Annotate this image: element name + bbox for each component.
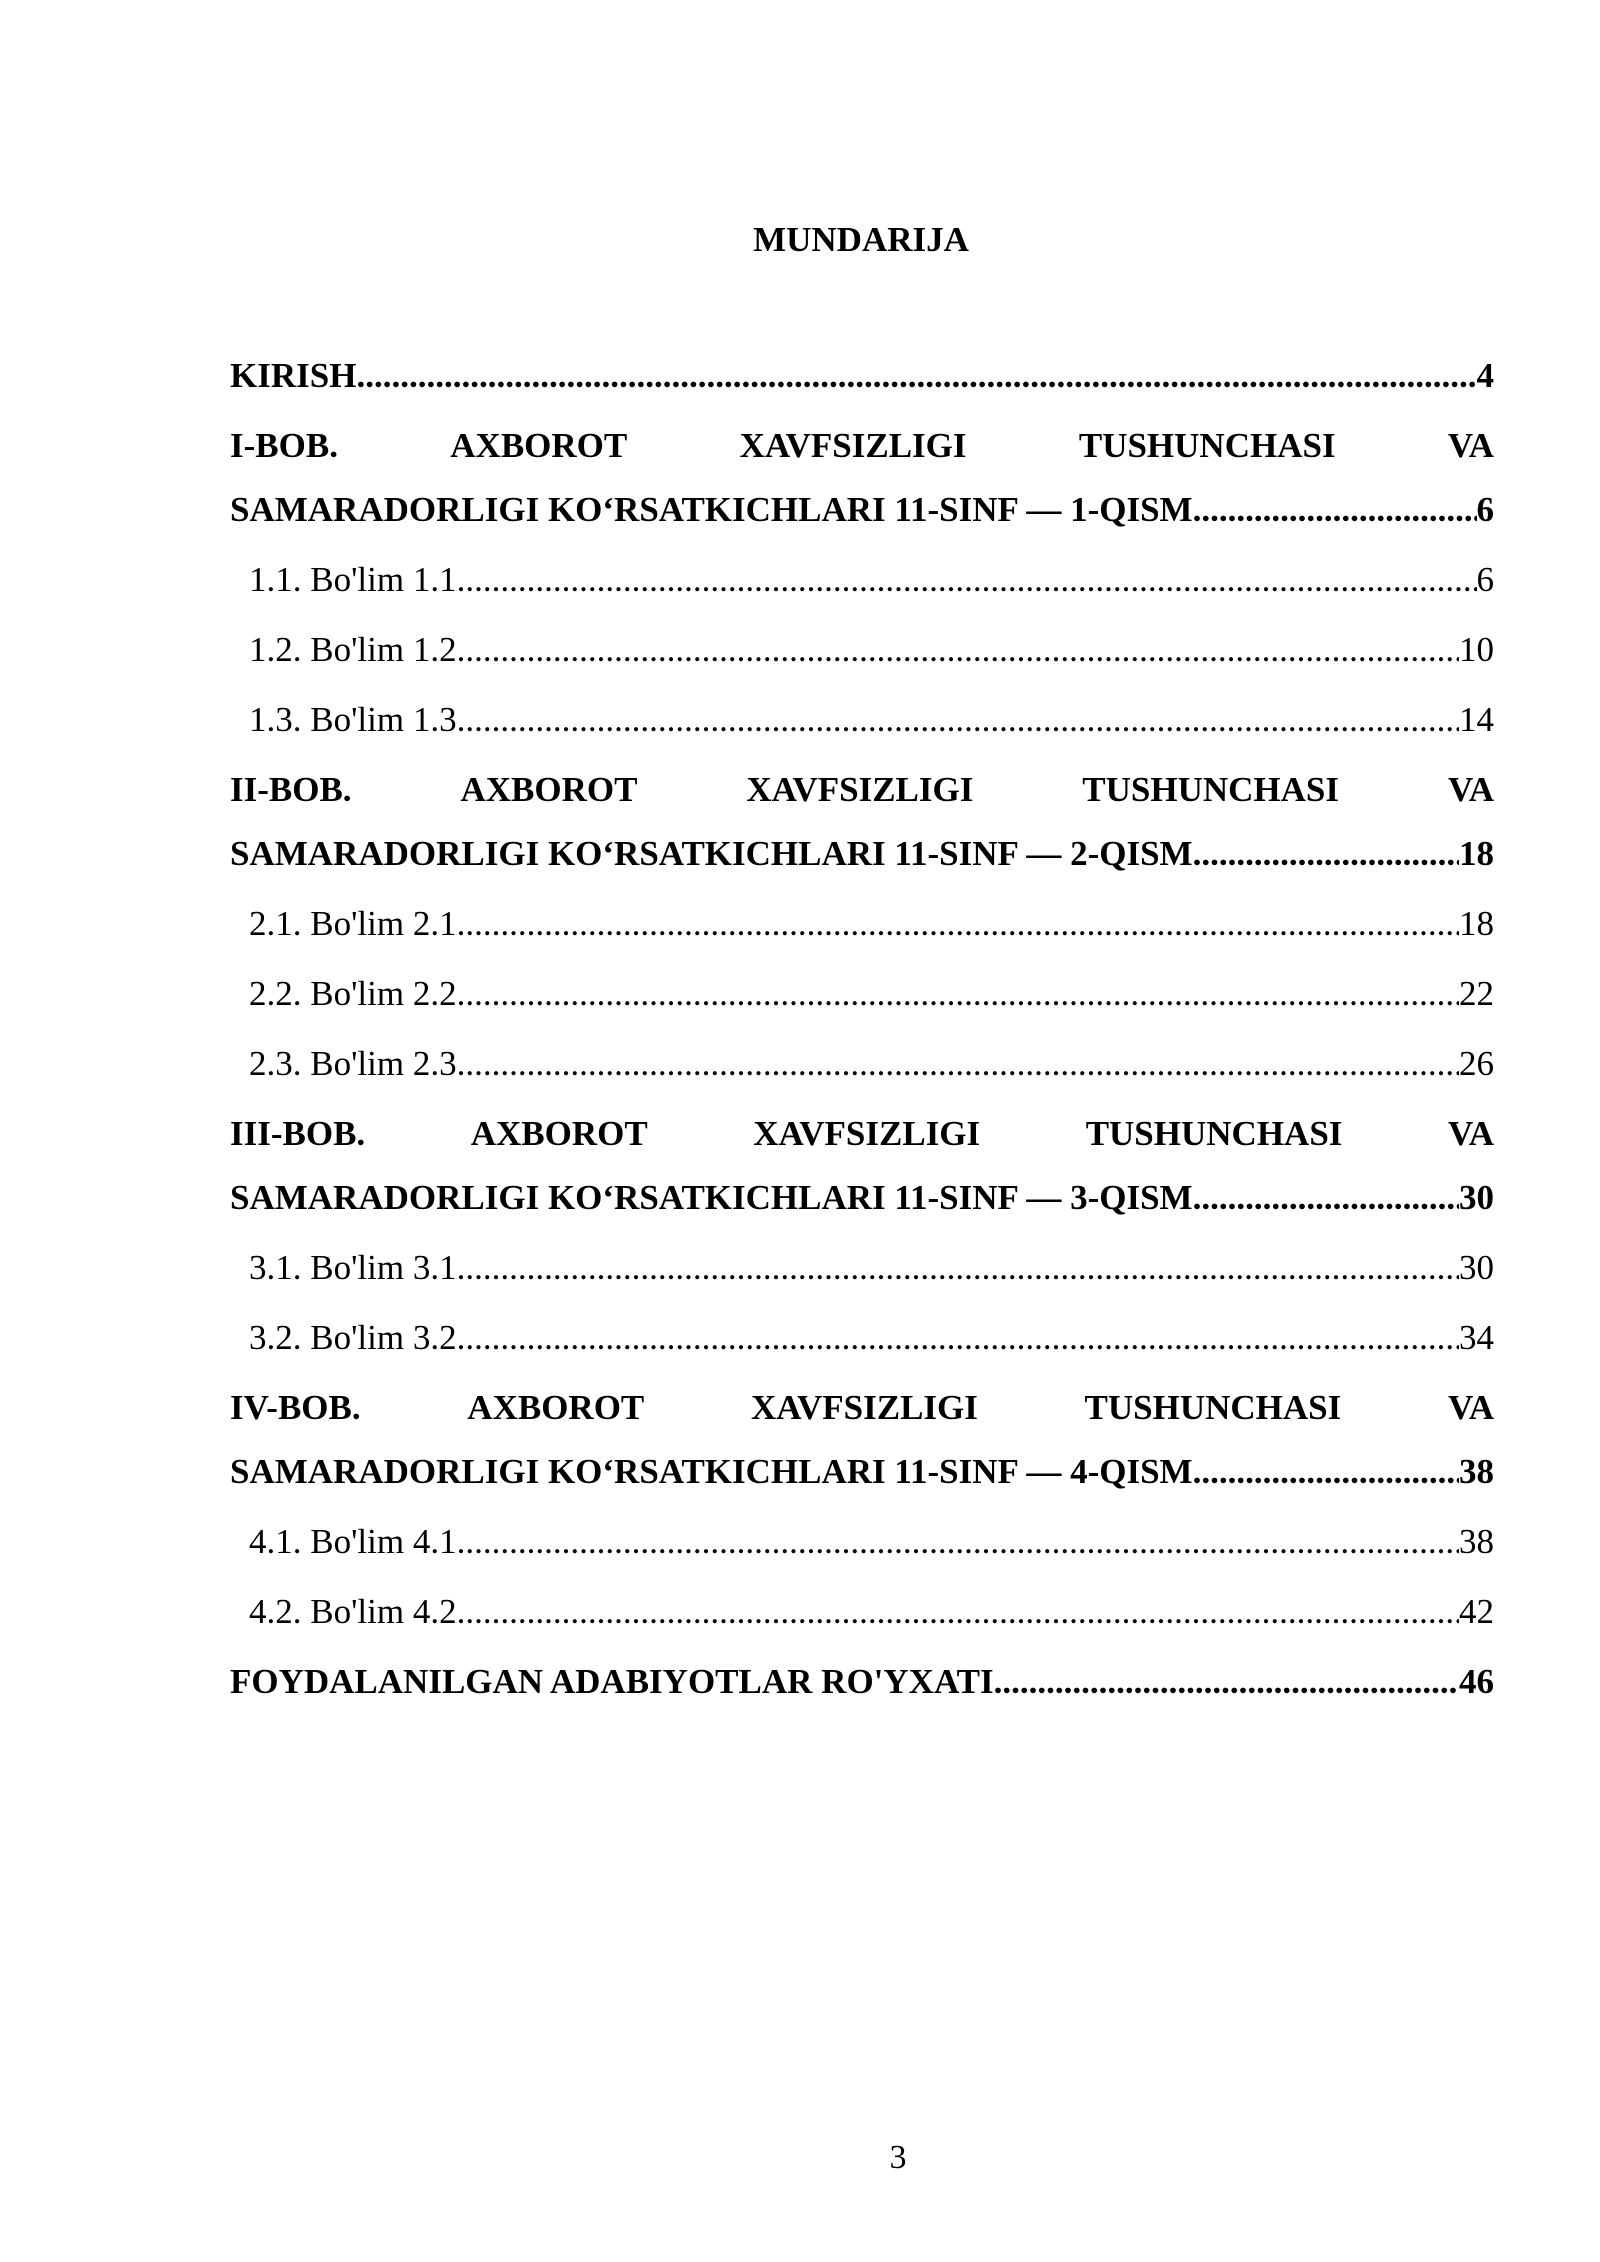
dot-leader bbox=[356, 350, 1476, 402]
toc-entry-label: 1.2. Bo'lim 1.2 bbox=[249, 630, 457, 669]
chapter-word: I-BOB. bbox=[230, 426, 338, 465]
toc-entry-label: FOYDALANILGAN ADABIYOTLAR RO'YXATI bbox=[230, 1662, 994, 1701]
chapter-word: VA bbox=[1447, 426, 1494, 465]
chapter-word: IV-BOB. bbox=[230, 1388, 361, 1427]
toc-section-2-2[interactable] bbox=[230, 968, 1494, 1038]
table-of-contents bbox=[230, 350, 1494, 1726]
dot-leader bbox=[457, 1242, 1459, 1294]
toc-entry-label: SAMARADORLIGI KO‘RSATKICHLARI 11-SINF — 3-QISM bbox=[230, 1178, 1193, 1217]
chapter-word: XAVFSIZLIGI bbox=[750, 1388, 978, 1427]
page-number: 3 bbox=[889, 2139, 907, 2176]
chapter-word: VA bbox=[1447, 1388, 1494, 1427]
toc-section-3-2[interactable] bbox=[230, 1312, 1494, 1382]
dot-leader bbox=[1193, 828, 1459, 880]
dot-leader bbox=[457, 554, 1477, 606]
toc-chapter-4-heading[interactable] bbox=[230, 1382, 1494, 1446]
toc-entry-label: 1.1. Bo'lim 1.1 bbox=[249, 560, 457, 599]
toc-entry-label: 1.3. Bo'lim 1.3 bbox=[249, 700, 457, 739]
toc-entry-label: 3.1. Bo'lim 3.1 bbox=[249, 1248, 457, 1287]
toc-page-number: 38 bbox=[1459, 1452, 1494, 1491]
chapter-word: II-BOB. bbox=[230, 770, 352, 809]
toc-page-number: 6 bbox=[1476, 560, 1494, 599]
toc-section-2-1[interactable] bbox=[230, 898, 1494, 968]
toc-entry-label: 2.2. Bo'lim 2.2 bbox=[249, 974, 457, 1013]
chapter-word: AXBOROT bbox=[450, 426, 628, 465]
toc-chapter-2-title[interactable] bbox=[230, 828, 1494, 898]
toc-chapter-3-title[interactable] bbox=[230, 1172, 1494, 1242]
dot-leader bbox=[457, 624, 1459, 676]
dot-leader bbox=[457, 1586, 1459, 1638]
toc-entry-label: SAMARADORLIGI KO‘RSATKICHLARI 11-SINF — 1-QISM bbox=[230, 490, 1193, 529]
chapter-word: TUSHUNCHASI bbox=[1084, 1388, 1342, 1427]
toc-entry-label: SAMARADORLIGI KO‘RSATKICHLARI 11-SINF — 2-QISM bbox=[230, 834, 1193, 873]
toc-page-number: 30 bbox=[1459, 1178, 1494, 1217]
toc-entry-label: 2.1. Bo'lim 2.1 bbox=[249, 904, 457, 943]
toc-section-1-3[interactable] bbox=[230, 694, 1494, 764]
toc-chapter-2-heading[interactable] bbox=[230, 764, 1494, 828]
toc-entry-label: 4.1. Bo'lim 4.1 bbox=[249, 1522, 457, 1561]
toc-entry-references[interactable] bbox=[230, 1656, 1494, 1726]
dot-leader bbox=[457, 1516, 1459, 1568]
toc-page-number: 10 bbox=[1459, 630, 1494, 669]
chapter-word: XAVFSIZLIGI bbox=[753, 1114, 981, 1153]
chapter-word: TUSHUNCHASI bbox=[1082, 770, 1340, 809]
dot-leader bbox=[1193, 1446, 1459, 1498]
toc-page-number: 18 bbox=[1459, 834, 1494, 873]
dot-leader bbox=[457, 968, 1459, 1020]
toc-title: MUNDARIJA bbox=[753, 220, 969, 259]
toc-entry-label: 3.2. Bo'lim 3.2 bbox=[249, 1318, 457, 1357]
dot-leader bbox=[1193, 1172, 1459, 1224]
chapter-word: XAVFSIZLIGI bbox=[746, 770, 974, 809]
toc-page-number: 18 bbox=[1459, 904, 1494, 943]
toc-entry-label: KIRISH bbox=[230, 356, 357, 395]
toc-section-1-2[interactable] bbox=[230, 624, 1494, 694]
toc-section-4-1[interactable] bbox=[230, 1516, 1494, 1586]
chapter-word: III-BOB. bbox=[230, 1114, 366, 1153]
toc-page-number: 4 bbox=[1476, 356, 1494, 395]
toc-section-2-3[interactable] bbox=[230, 1038, 1494, 1108]
dot-leader bbox=[994, 1656, 1459, 1708]
toc-chapter-1-heading[interactable] bbox=[230, 420, 1494, 484]
dot-leader bbox=[457, 694, 1459, 746]
chapter-word: TUSHUNCHASI bbox=[1085, 1114, 1343, 1153]
chapter-word: AXBOROT bbox=[470, 1114, 648, 1153]
toc-page-number: 22 bbox=[1459, 974, 1494, 1013]
toc-section-1-1[interactable] bbox=[230, 554, 1494, 624]
toc-page-number: 46 bbox=[1459, 1662, 1494, 1701]
toc-entry-label: 2.3. Bo'lim 2.3 bbox=[249, 1044, 457, 1083]
toc-chapter-3-heading[interactable] bbox=[230, 1108, 1494, 1172]
dot-leader bbox=[457, 1312, 1459, 1364]
chapter-word: XAVFSIZLIGI bbox=[739, 426, 967, 465]
chapter-word: TUSHUNCHASI bbox=[1078, 426, 1336, 465]
chapter-word: VA bbox=[1447, 770, 1494, 809]
toc-page-number: 34 bbox=[1459, 1318, 1494, 1357]
toc-page-number: 6 bbox=[1476, 490, 1494, 529]
toc-page-number: 42 bbox=[1459, 1592, 1494, 1631]
toc-chapter-1-title[interactable] bbox=[230, 484, 1494, 554]
dot-leader bbox=[1193, 484, 1477, 536]
toc-page-number: 38 bbox=[1459, 1522, 1494, 1561]
toc-section-3-1[interactable] bbox=[230, 1242, 1494, 1312]
dot-leader bbox=[457, 898, 1459, 950]
toc-entry-intro[interactable] bbox=[230, 350, 1494, 420]
toc-section-4-2[interactable] bbox=[230, 1586, 1494, 1656]
toc-page-number: 26 bbox=[1459, 1044, 1494, 1083]
dot-leader bbox=[457, 1038, 1459, 1090]
chapter-word: VA bbox=[1447, 1114, 1494, 1153]
toc-page-number: 14 bbox=[1459, 700, 1494, 739]
toc-entry-label: 4.2. Bo'lim 4.2 bbox=[249, 1592, 457, 1631]
toc-entry-label: SAMARADORLIGI KO‘RSATKICHLARI 11-SINF — 4-QISM bbox=[230, 1452, 1193, 1491]
toc-chapter-4-title[interactable] bbox=[230, 1446, 1494, 1516]
chapter-word: AXBOROT bbox=[460, 770, 638, 809]
toc-page-number: 30 bbox=[1459, 1248, 1494, 1287]
chapter-word: AXBOROT bbox=[467, 1388, 645, 1427]
